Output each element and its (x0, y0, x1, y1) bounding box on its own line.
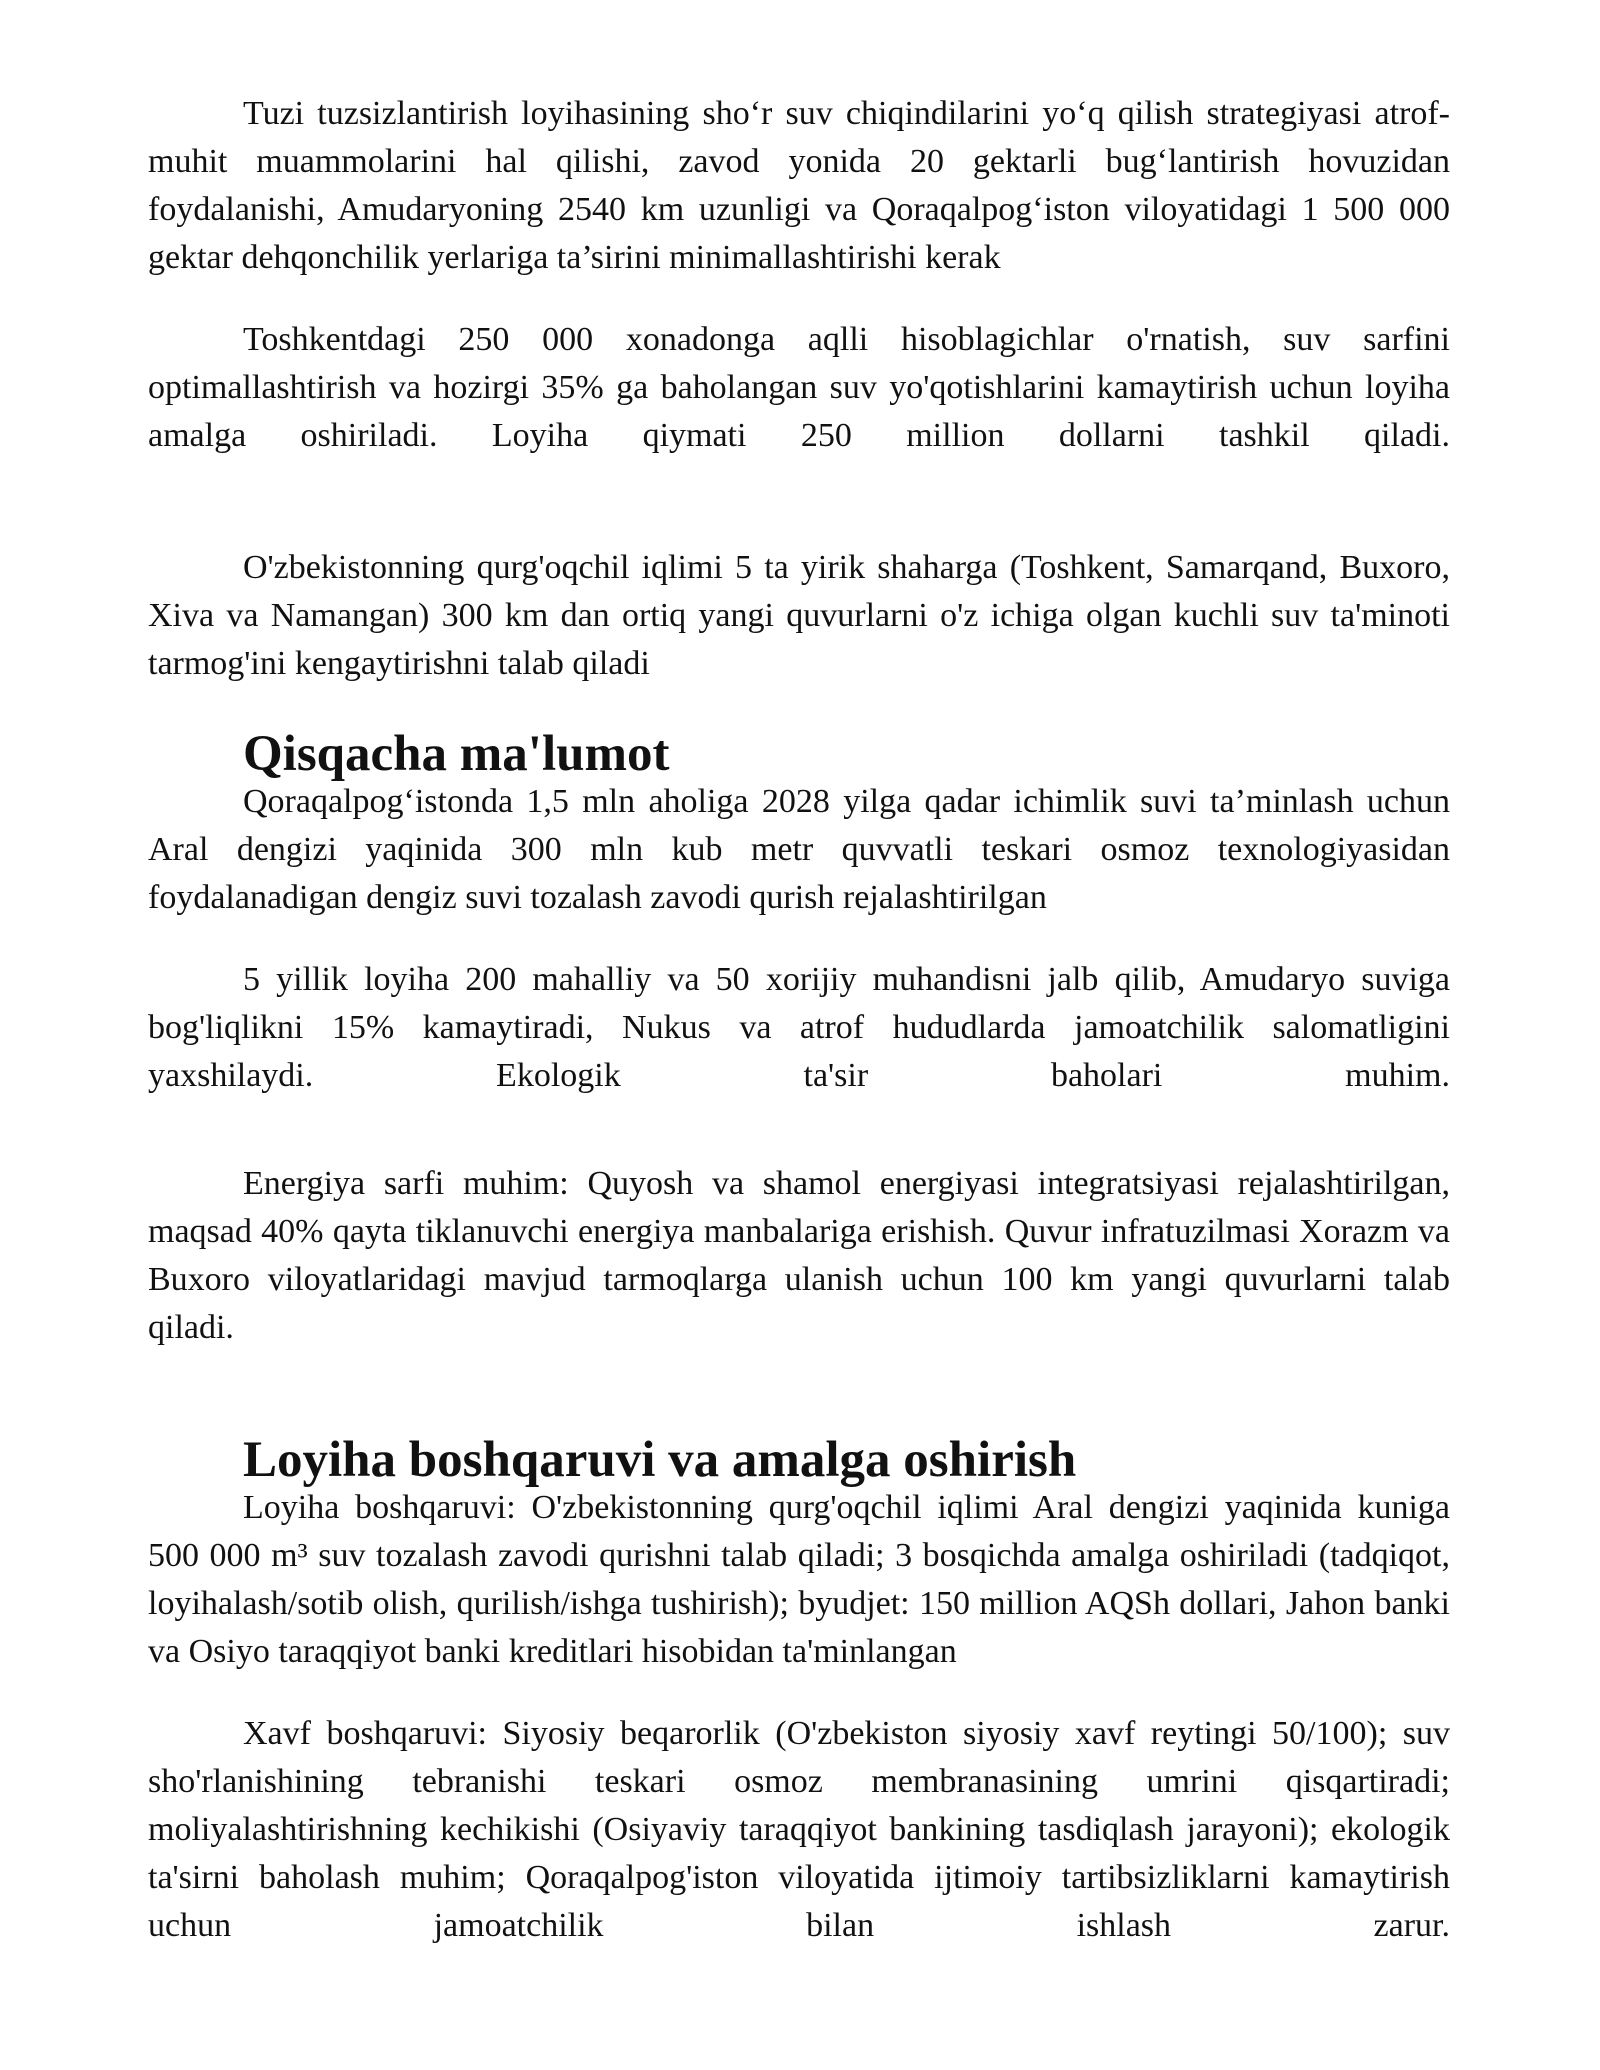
paragraph-management: Loyiha boshqaruvi: O'zbekistonning qurg'oqchil iqlimi Aral dengizi yaqinida kuniga 500 000 m³ suv tozalash zavodi qurishni talab qiladi; 3 bosqichda amalga oshiriladi (tadqiqot, loyihalash/sotib olish, qurilish/ishga tushirish); byudjet: 150 million AQSh dollari, Jahon banki va Osiyo taraqqiyot banki kreditlari hisobidan ta'minlangan (148, 1489, 1450, 1670)
paragraph-smart-meters: Toshkentdagi 250 000 xonadonga aqlli hisoblagichlar o'rnatish, suv sarfini optimallashtirish va hozirgi 35% ga baholangan suv yo'qotishlarini kamaytirish uchun loyiha amalga oshiriladi. Loyiha qiymati 250 million dollarni tashkil qiladi. (148, 321, 1450, 454)
paragraph-brine-disposal: Tuzi tuzsizlantirish loyihasining sho‘r suv chiqindilarini yo‘q qilish strategiyasi atrof-muhit muammolarini hal qilishi, zavod yonida 20 gektarli bug‘lantirish hovuzidan foydalanishi, Amudaryoning 2540 km uzunligi va Qoraqalpog‘iston viloyatidagi 1 500 000 gektar dehqonchilik yerlariga ta’sirini minimallashtirishi kerak (148, 95, 1450, 276)
paragraph-energy: Energiya sarfi muhim: Quyosh va shamol energiyasi integratsiyasi rejalashtirilgan, maqsad 40% qayta tiklanuvchi energiya manbalariga erishish. Quvur infratuzilmasi Xorazm va Buxoro viloyatlaridagi mavjud tarmoqlarga ulanish uchun 100 km yangi quvurlarni talab qiladi. (148, 1165, 1450, 1346)
paragraph-risk-management: Xavf boshqaruvi: Siyosiy beqarorlik (O'zbekiston siyosiy xavf reytingi 50/100); suv sho'rlanishining tebranishi teskari osmoz membranasining umrini qisqartiradi; moliyalashtirishning kechikishi (Osiyaviy taraqqiyot bankining tasdiqlash jarayoni); ekologik ta'sirni baholash muhim; Qoraqalpog'iston viloyatida ijtimoiy tartibsizliklarni kamaytirish uchun jamoatchilik bilan ishlash zarur. (148, 1715, 1450, 1944)
paragraph-desalination-plan: Qoraqalpog‘istonda 1,5 mln aholiga 2028 yilga qadar ichimlik suvi ta’minlash uchun Aral dengizi yaqinida 300 mln kub metr quvvatli teskari osmoz texnologiyasidan foydalanadigan dengiz suvi tozalash zavodi qurish rejalashtirilgan (148, 783, 1450, 916)
heading-project-management: Loyiha boshqaruvi va amalga oshirish (243, 1432, 1077, 1488)
heading-summary: Qisqacha ma'lumot (243, 726, 670, 782)
paragraph-water-network: O'zbekistonning qurg'oqchil iqlimi 5 ta yirik shaharga (Toshkent, Samarqand, Buxoro, Xiva va Namangan) 300 km dan ortiq yangi quvurlarni o'z ichiga olgan kuchli suv ta'minoti tarmog'ini kengaytirishni talab qiladi (148, 549, 1450, 682)
paragraph-project-impact: 5 yillik loyiha 200 mahalliy va 50 xorijiy muhandisni jalb qilib, Amudaryo suviga bog'liqlikni 15% kamaytiradi, Nukus va atrof hududlarda jamoatchilik salomatligini yaxshilaydi. Ekologik ta'sir baholari muhim. (148, 961, 1450, 1094)
document-page (148, 90, 1450, 1950)
